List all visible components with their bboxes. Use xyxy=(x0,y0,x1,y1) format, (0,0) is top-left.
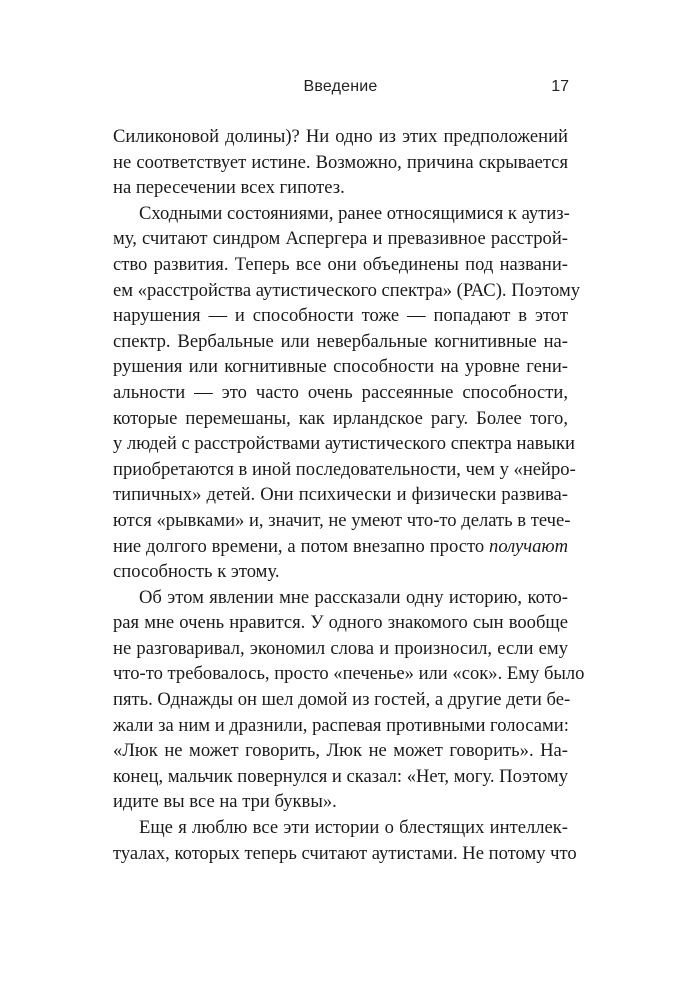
text-line: которые перемешаны, как ирландское рагу. Более того, xyxy=(113,407,568,429)
text-line: рая мне очень нравится. У одного знакомого сын вообще xyxy=(113,612,568,634)
text-line-with-emphasis xyxy=(113,534,568,560)
text-line: спектр. Вербальные или невербальные когнитивные на- xyxy=(113,330,568,352)
text-line: ем «расстройства аутистического спектра» (РАС). Поэтому xyxy=(113,279,581,301)
text-line: конец, мальчик повернулся и сказал: «Нет, могу. Поэтому xyxy=(113,765,568,787)
text-line: типичных» детей. Они психически и физически развива- xyxy=(113,484,568,506)
paragraph-1 xyxy=(113,124,568,201)
text-line: ство развития. Теперь все они объединены под названи- xyxy=(113,253,568,275)
text-line: Об этом явлении мне рассказали одну историю, кото- xyxy=(139,586,568,608)
paragraph-3 xyxy=(113,585,585,815)
text-line: что-то требовалось, просто «печенье» или «сок». Ему было xyxy=(113,663,585,685)
text-line: у людей с расстройствами аутистического спектра навыки xyxy=(113,433,575,455)
chapter-title: Введение xyxy=(303,78,378,95)
text-run: ние долгого времени, а потом внезапно просто xyxy=(113,535,490,557)
running-head xyxy=(0,78,681,104)
emphasis-word: получают xyxy=(489,535,568,557)
text-line: идите вы все на три буквы». xyxy=(113,791,337,813)
paragraph-4 xyxy=(113,815,577,866)
text-line: альности — это часто очень рассеянные способности, xyxy=(113,381,568,403)
text-line: Сходными состояниями, ранее относящимися к аутиз- xyxy=(139,202,570,224)
text-line: Силиконовой долины)? Ни одно из этих предположений xyxy=(113,126,568,147)
text-line: не разговаривал, экономил слова и произносил, если ему xyxy=(113,637,568,659)
body-text xyxy=(113,124,585,866)
text-line: Еще я люблю все эти истории о блестящих интеллек- xyxy=(139,817,568,839)
text-line: на пересечении всех гипотез. xyxy=(113,177,345,199)
text-line: способность к этому. xyxy=(113,561,280,583)
page-number: 17 xyxy=(551,78,569,95)
text-line: жали за ним и дразнили, распевая противными голосами: xyxy=(113,714,569,736)
text-line: рушения или когнитивные способности на уровне гени- xyxy=(113,356,568,378)
text-line: «Люк не может говорить, Люк не может говорить». На- xyxy=(113,740,568,762)
text-line: не соответствует истине. Возможно, причина скрывается xyxy=(113,151,568,173)
text-line: приобретаются в иной последовательности, чем у «нейро- xyxy=(113,458,576,480)
text-line: пять. Однажды он шел домой из гостей, а другие дети бе- xyxy=(113,689,571,711)
text-line: ются «рывками» и, значит, не умеют что-то делать в тече- xyxy=(113,509,571,531)
text-line: нарушения — и способности тоже — попадают в этот xyxy=(113,305,568,327)
text-line: туалах, которых теперь считают аутистами. Не потому что xyxy=(113,842,577,864)
text-line: му, считают синдром Аспергера и превазивное расстрой- xyxy=(113,228,568,250)
paragraph-2 xyxy=(113,201,581,585)
